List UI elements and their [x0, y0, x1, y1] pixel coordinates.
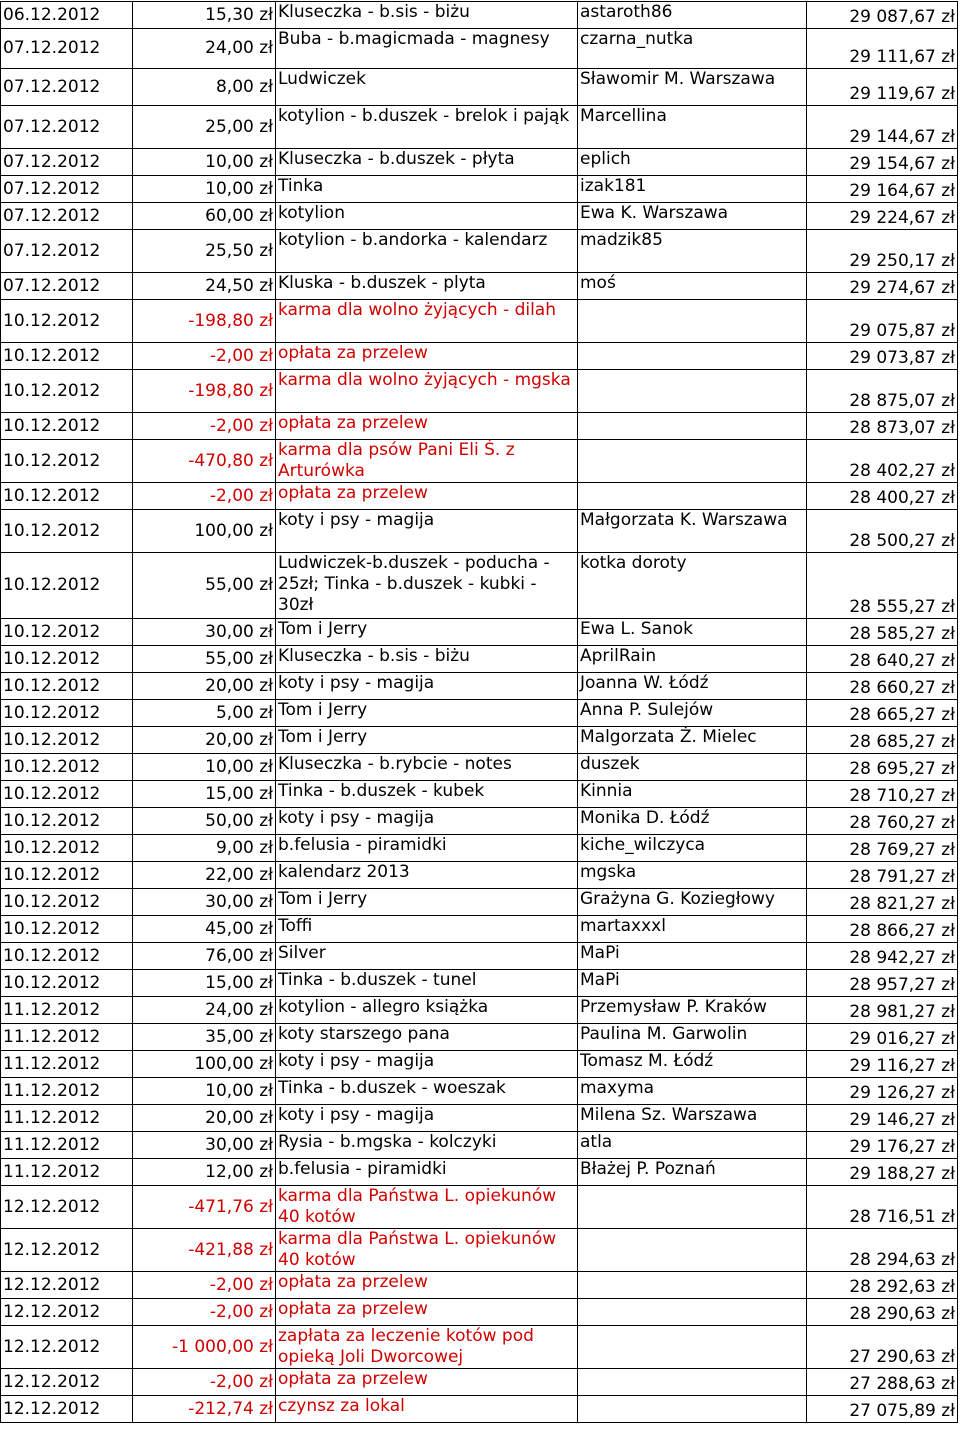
amount-cell: -198,80 zł — [133, 300, 276, 343]
amount-cell: 24,00 zł — [133, 29, 276, 69]
date-cell: 07.12.2012 — [1, 29, 133, 69]
balance-cell: 28 716,51 zł — [807, 1186, 958, 1229]
date-cell: 10.12.2012 — [1, 619, 133, 646]
balance-cell: 28 866,27 zł — [807, 916, 958, 943]
date-cell: 10.12.2012 — [1, 483, 133, 510]
description-cell: Kluseczka - b.rybcie - notes — [276, 754, 578, 781]
balance-cell: 29 073,87 zł — [807, 343, 958, 370]
amount-cell: 30,00 zł — [133, 889, 276, 916]
date-cell: 11.12.2012 — [1, 1132, 133, 1159]
transactions-table — [0, 1, 958, 1423]
date-cell: 10.12.2012 — [1, 835, 133, 862]
amount-cell: 55,00 zł — [133, 553, 276, 619]
description-cell: karma dla wolno żyjących - dilah — [276, 300, 578, 343]
balance-cell: 28 981,27 zł — [807, 997, 958, 1024]
table-row — [1, 300, 958, 343]
table-row — [1, 1272, 958, 1299]
balance-cell: 28 640,27 zł — [807, 646, 958, 673]
amount-cell: 30,00 zł — [133, 1132, 276, 1159]
donor-cell: Małgorzata K. Warszawa — [578, 510, 807, 553]
donor-cell: Przemysław P. Kraków — [578, 997, 807, 1024]
date-cell: 11.12.2012 — [1, 1105, 133, 1132]
description-cell: koty i psy - magija — [276, 1051, 578, 1078]
amount-cell: -2,00 zł — [133, 1369, 276, 1396]
date-cell: 10.12.2012 — [1, 862, 133, 889]
amount-cell: 8,00 zł — [133, 69, 276, 106]
donor-cell: AprilRain — [578, 646, 807, 673]
amount-cell: -2,00 zł — [133, 413, 276, 440]
description-cell: karma dla Państwa L. opiekunów 40 kotów — [276, 1186, 578, 1229]
table-row — [1, 2, 958, 29]
date-cell: 07.12.2012 — [1, 106, 133, 149]
table-row — [1, 1186, 958, 1229]
table-row — [1, 754, 958, 781]
date-cell: 11.12.2012 — [1, 1159, 133, 1186]
amount-cell: 60,00 zł — [133, 203, 276, 230]
date-cell: 07.12.2012 — [1, 230, 133, 273]
amount-cell: -2,00 zł — [133, 1299, 276, 1326]
amount-cell: 15,30 zł — [133, 2, 276, 29]
description-cell: b.felusia - piramidki — [276, 835, 578, 862]
balance-cell: 28 585,27 zł — [807, 619, 958, 646]
donor-cell: Malgorzata Ż. Mielec — [578, 727, 807, 754]
description-cell: opłata za przelew — [276, 343, 578, 370]
description-cell: koty i psy - magija — [276, 673, 578, 700]
donor-cell — [578, 1396, 807, 1423]
balance-cell: 28 791,27 zł — [807, 862, 958, 889]
donor-cell: mgska — [578, 862, 807, 889]
table-row — [1, 619, 958, 646]
table-row — [1, 1105, 958, 1132]
table-row — [1, 1369, 958, 1396]
date-cell: 12.12.2012 — [1, 1186, 133, 1229]
amount-cell: 22,00 zł — [133, 862, 276, 889]
date-cell: 10.12.2012 — [1, 808, 133, 835]
balance-cell: 29 250,17 zł — [807, 230, 958, 273]
balance-cell: 29 164,67 zł — [807, 176, 958, 203]
table-row — [1, 781, 958, 808]
balance-cell: 28 710,27 zł — [807, 781, 958, 808]
amount-cell: 10,00 zł — [133, 1078, 276, 1105]
donor-cell: astaroth86 — [578, 2, 807, 29]
date-cell: 10.12.2012 — [1, 343, 133, 370]
balance-cell: 29 111,67 zł — [807, 29, 958, 69]
date-cell: 10.12.2012 — [1, 300, 133, 343]
description-cell: Tinka - b.duszek - kubek — [276, 781, 578, 808]
amount-cell: 10,00 zł — [133, 754, 276, 781]
date-cell: 11.12.2012 — [1, 997, 133, 1024]
description-cell: Toffi — [276, 916, 578, 943]
balance-cell: 28 942,27 zł — [807, 943, 958, 970]
amount-cell: 35,00 zł — [133, 1024, 276, 1051]
description-cell: Rysia - b.mgska - kolczyki — [276, 1132, 578, 1159]
donor-cell — [578, 1369, 807, 1396]
table-row — [1, 646, 958, 673]
amount-cell: 100,00 zł — [133, 510, 276, 553]
date-cell: 11.12.2012 — [1, 1078, 133, 1105]
date-cell: 10.12.2012 — [1, 727, 133, 754]
balance-cell: 27 288,63 zł — [807, 1369, 958, 1396]
donor-cell — [578, 370, 807, 413]
amount-cell: 24,00 zł — [133, 997, 276, 1024]
donor-cell: Sławomir M. Warszawa — [578, 69, 807, 106]
date-cell: 11.12.2012 — [1, 1051, 133, 1078]
description-cell: Kluseczka - b.sis - biżu — [276, 646, 578, 673]
balance-cell: 28 292,63 zł — [807, 1272, 958, 1299]
table-row — [1, 149, 958, 176]
balance-cell: 29 016,27 zł — [807, 1024, 958, 1051]
date-cell: 07.12.2012 — [1, 203, 133, 230]
date-cell: 06.12.2012 — [1, 2, 133, 29]
balance-cell: 28 500,27 zł — [807, 510, 958, 553]
amount-cell: -2,00 zł — [133, 483, 276, 510]
donor-cell — [578, 440, 807, 483]
description-cell: Ludwiczek — [276, 69, 578, 106]
table-row — [1, 553, 958, 619]
donor-cell: Błażej P. Poznań — [578, 1159, 807, 1186]
balance-cell: 29 119,67 zł — [807, 69, 958, 106]
date-cell: 10.12.2012 — [1, 553, 133, 619]
table-row — [1, 1024, 958, 1051]
balance-cell: 28 695,27 zł — [807, 754, 958, 781]
table-row — [1, 440, 958, 483]
table-row — [1, 510, 958, 553]
date-cell: 11.12.2012 — [1, 1024, 133, 1051]
amount-cell: 76,00 zł — [133, 943, 276, 970]
balance-cell: 28 555,27 zł — [807, 553, 958, 619]
balance-cell: 27 290,63 zł — [807, 1326, 958, 1369]
table-row — [1, 1326, 958, 1369]
donor-cell — [578, 343, 807, 370]
balance-cell: 28 685,27 zł — [807, 727, 958, 754]
description-cell: karma dla wolno żyjących - mgska — [276, 370, 578, 413]
date-cell: 12.12.2012 — [1, 1229, 133, 1272]
description-cell: Tinka — [276, 176, 578, 203]
balance-cell: 29 154,67 zł — [807, 149, 958, 176]
balance-cell: 29 224,67 zł — [807, 203, 958, 230]
table-row — [1, 1132, 958, 1159]
description-cell: Kluseczka - b.duszek - płyta — [276, 149, 578, 176]
amount-cell: 20,00 zł — [133, 727, 276, 754]
date-cell: 10.12.2012 — [1, 781, 133, 808]
balance-cell: 29 087,67 zł — [807, 2, 958, 29]
table-row — [1, 808, 958, 835]
donor-cell: atla — [578, 1132, 807, 1159]
description-cell: koty i psy - magija — [276, 510, 578, 553]
date-cell: 10.12.2012 — [1, 754, 133, 781]
amount-cell: 55,00 zł — [133, 646, 276, 673]
date-cell: 12.12.2012 — [1, 1272, 133, 1299]
transactions-body — [1, 2, 958, 1423]
donor-cell: czarna_nutka — [578, 29, 807, 69]
table-row — [1, 69, 958, 106]
date-cell: 10.12.2012 — [1, 943, 133, 970]
date-cell: 07.12.2012 — [1, 149, 133, 176]
date-cell: 12.12.2012 — [1, 1326, 133, 1369]
table-row — [1, 673, 958, 700]
donor-cell: kiche_wilczyca — [578, 835, 807, 862]
description-cell: Buba - b.magicmada - magnesy — [276, 29, 578, 69]
table-row — [1, 970, 958, 997]
donor-cell: Ewa L. Sanok — [578, 619, 807, 646]
donor-cell: Tomasz M. Łódź — [578, 1051, 807, 1078]
description-cell: kotylion - b.andorka - kalendarz — [276, 230, 578, 273]
description-cell: kotylion — [276, 203, 578, 230]
donor-cell — [578, 1326, 807, 1369]
donor-cell — [578, 1229, 807, 1272]
table-row — [1, 862, 958, 889]
table-row — [1, 1396, 958, 1423]
balance-cell: 28 294,63 zł — [807, 1229, 958, 1272]
donor-cell: MaPi — [578, 943, 807, 970]
description-cell: kotylion - b.duszek - brelok i pająk — [276, 106, 578, 149]
table-row — [1, 700, 958, 727]
table-row — [1, 106, 958, 149]
amount-cell: -2,00 zł — [133, 343, 276, 370]
amount-cell: 20,00 zł — [133, 673, 276, 700]
balance-cell: 28 400,27 zł — [807, 483, 958, 510]
table-row — [1, 230, 958, 273]
description-cell: Ludwiczek-b.duszek - poducha - 25zł; Tinka - b.duszek - kubki - 30zł — [276, 553, 578, 619]
description-cell: koty i psy - magija — [276, 1105, 578, 1132]
description-cell: kotylion - allegro książka — [276, 997, 578, 1024]
donor-cell — [578, 483, 807, 510]
description-cell: Tinka - b.duszek - tunel — [276, 970, 578, 997]
balance-cell: 28 957,27 zł — [807, 970, 958, 997]
amount-cell: -198,80 zł — [133, 370, 276, 413]
table-row — [1, 997, 958, 1024]
description-cell: koty i psy - magija — [276, 808, 578, 835]
date-cell: 07.12.2012 — [1, 273, 133, 300]
table-row — [1, 1159, 958, 1186]
amount-cell: 9,00 zł — [133, 835, 276, 862]
description-cell: Tom i Jerry — [276, 619, 578, 646]
date-cell: 10.12.2012 — [1, 646, 133, 673]
balance-cell: 28 769,27 zł — [807, 835, 958, 862]
donor-cell: moś — [578, 273, 807, 300]
donor-cell — [578, 1186, 807, 1229]
amount-cell: 15,00 zł — [133, 970, 276, 997]
balance-cell: 27 075,89 zł — [807, 1396, 958, 1423]
amount-cell: -212,74 zł — [133, 1396, 276, 1423]
date-cell: 10.12.2012 — [1, 916, 133, 943]
donor-cell: Paulina M. Garwolin — [578, 1024, 807, 1051]
balance-cell: 29 144,67 zł — [807, 106, 958, 149]
date-cell: 10.12.2012 — [1, 889, 133, 916]
balance-cell: 28 402,27 zł — [807, 440, 958, 483]
amount-cell: 24,50 zł — [133, 273, 276, 300]
amount-cell: 10,00 zł — [133, 176, 276, 203]
description-cell: Silver — [276, 943, 578, 970]
table-row — [1, 1229, 958, 1272]
donor-cell: Milena Sz. Warszawa — [578, 1105, 807, 1132]
balance-cell: 29 126,27 zł — [807, 1078, 958, 1105]
table-row — [1, 343, 958, 370]
date-cell: 10.12.2012 — [1, 673, 133, 700]
amount-cell: -1 000,00 zł — [133, 1326, 276, 1369]
balance-cell: 29 188,27 zł — [807, 1159, 958, 1186]
date-cell: 07.12.2012 — [1, 69, 133, 106]
date-cell: 10.12.2012 — [1, 413, 133, 440]
amount-cell: -2,00 zł — [133, 1272, 276, 1299]
donor-cell — [578, 1299, 807, 1326]
balance-cell: 28 821,27 zł — [807, 889, 958, 916]
description-cell: b.felusia - piramidki — [276, 1159, 578, 1186]
description-cell: Tinka - b.duszek - woeszak — [276, 1078, 578, 1105]
amount-cell: 10,00 zł — [133, 149, 276, 176]
description-cell: koty starszego pana — [276, 1024, 578, 1051]
date-cell: 12.12.2012 — [1, 1299, 133, 1326]
amount-cell: -421,88 zł — [133, 1229, 276, 1272]
amount-cell: -471,76 zł — [133, 1186, 276, 1229]
table-row — [1, 203, 958, 230]
amount-cell: 5,00 zł — [133, 700, 276, 727]
table-row — [1, 835, 958, 862]
balance-cell: 29 176,27 zł — [807, 1132, 958, 1159]
description-cell: opłata za przelew — [276, 483, 578, 510]
table-row — [1, 943, 958, 970]
description-cell: zapłata za leczenie kotów pod opieką Joli Dworcowej — [276, 1326, 578, 1369]
donor-cell: MaPi — [578, 970, 807, 997]
table-row — [1, 1051, 958, 1078]
amount-cell: 12,00 zł — [133, 1159, 276, 1186]
description-cell: opłata za przelew — [276, 413, 578, 440]
date-cell: 10.12.2012 — [1, 440, 133, 483]
date-cell: 10.12.2012 — [1, 970, 133, 997]
description-cell: czynsz za lokal — [276, 1396, 578, 1423]
donor-cell: Ewa K. Warszawa — [578, 203, 807, 230]
donor-cell: Kinnia — [578, 781, 807, 808]
amount-cell: 25,00 zł — [133, 106, 276, 149]
description-cell: Tom i Jerry — [276, 700, 578, 727]
balance-cell: 29 075,87 zł — [807, 300, 958, 343]
balance-cell: 28 875,07 zł — [807, 370, 958, 413]
amount-cell: 20,00 zł — [133, 1105, 276, 1132]
table-row — [1, 413, 958, 440]
description-cell: Kluska - b.duszek - plyta — [276, 273, 578, 300]
donor-cell: Anna P. Sulejów — [578, 700, 807, 727]
description-cell: opłata za przelew — [276, 1369, 578, 1396]
table-row — [1, 273, 958, 300]
date-cell: 07.12.2012 — [1, 176, 133, 203]
donor-cell: Grażyna G. Koziegłowy — [578, 889, 807, 916]
balance-cell: 28 290,63 zł — [807, 1299, 958, 1326]
balance-cell: 29 116,27 zł — [807, 1051, 958, 1078]
description-cell: opłata za przelew — [276, 1272, 578, 1299]
table-row — [1, 29, 958, 69]
balance-cell: 29 146,27 zł — [807, 1105, 958, 1132]
balance-cell: 28 760,27 zł — [807, 808, 958, 835]
donor-cell: madzik85 — [578, 230, 807, 273]
amount-cell: 15,00 zł — [133, 781, 276, 808]
table-row — [1, 1299, 958, 1326]
donor-cell: kotka doroty — [578, 553, 807, 619]
balance-cell: 28 873,07 zł — [807, 413, 958, 440]
date-cell: 10.12.2012 — [1, 700, 133, 727]
date-cell: 12.12.2012 — [1, 1369, 133, 1396]
donor-cell: maxyma — [578, 1078, 807, 1105]
donor-cell: izak181 — [578, 176, 807, 203]
description-cell: opłata za przelew — [276, 1299, 578, 1326]
donor-cell: eplich — [578, 149, 807, 176]
balance-cell: 28 660,27 zł — [807, 673, 958, 700]
table-row — [1, 889, 958, 916]
table-row — [1, 1078, 958, 1105]
donor-cell: martaxxxl — [578, 916, 807, 943]
description-cell: Tom i Jerry — [276, 889, 578, 916]
donor-cell — [578, 1272, 807, 1299]
donor-cell: Marcellina — [578, 106, 807, 149]
balance-cell: 28 665,27 zł — [807, 700, 958, 727]
amount-cell: 45,00 zł — [133, 916, 276, 943]
donor-cell — [578, 413, 807, 440]
date-cell: 10.12.2012 — [1, 510, 133, 553]
amount-cell: 30,00 zł — [133, 619, 276, 646]
amount-cell: 50,00 zł — [133, 808, 276, 835]
donor-cell: duszek — [578, 754, 807, 781]
table-row — [1, 916, 958, 943]
date-cell: 12.12.2012 — [1, 1396, 133, 1423]
amount-cell: 100,00 zł — [133, 1051, 276, 1078]
donor-cell: Joanna W. Łódź — [578, 673, 807, 700]
description-cell: Tom i Jerry — [276, 727, 578, 754]
description-cell: Kluseczka - b.sis - biżu — [276, 2, 578, 29]
description-cell: kalendarz 2013 — [276, 862, 578, 889]
donor-cell: Monika D. Łódź — [578, 808, 807, 835]
table-row — [1, 176, 958, 203]
date-cell: 10.12.2012 — [1, 370, 133, 413]
table-row — [1, 727, 958, 754]
amount-cell: -470,80 zł — [133, 440, 276, 483]
amount-cell: 25,50 zł — [133, 230, 276, 273]
donor-cell — [578, 300, 807, 343]
balance-cell: 29 274,67 zł — [807, 273, 958, 300]
table-row — [1, 370, 958, 413]
description-cell: karma dla Państwa L. opiekunów 40 kotów — [276, 1229, 578, 1272]
description-cell: karma dla psów Pani Eli Ś. z Arturówka — [276, 440, 578, 483]
table-row — [1, 483, 958, 510]
